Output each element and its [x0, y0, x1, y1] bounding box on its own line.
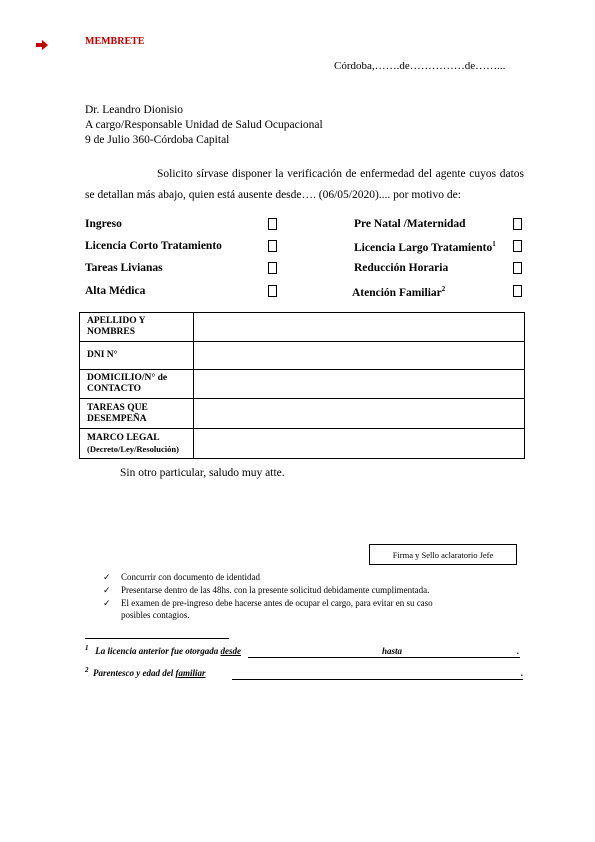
check-mark-icon: ✓	[103, 585, 111, 595]
recipient-name: Dr. Leandro Dionisio	[85, 104, 184, 116]
footnote-mark-1: 1	[492, 240, 496, 248]
footnote-2-end: .	[521, 668, 524, 678]
request-text: Solicito sírvase disponer la verificación de enfermedad del agente cuyos datos se detallan más abajo, quien está ausente desde…. (06/05/2020).... por motivo de:	[85, 168, 524, 201]
checklist-continuation: posibles contagios.	[121, 610, 190, 620]
checkbox-reduccion-horaria[interactable]	[513, 262, 522, 274]
footnote-1	[85, 644, 241, 656]
row-label-marco-legal	[80, 429, 194, 459]
agent-data-table	[79, 312, 525, 459]
request-paragraph	[85, 164, 524, 206]
checklist-item	[103, 585, 429, 596]
footnote-1-hasta: hasta	[382, 646, 403, 656]
footnote-1-mark: 1	[85, 644, 89, 652]
field-dni[interactable]	[194, 342, 525, 370]
option-atencion-familiar-label: Atención Familiar	[352, 286, 442, 299]
option-ingreso: Ingreso	[85, 218, 122, 230]
table-row	[80, 342, 525, 370]
footnote-1-text: La licencia anterior fue otorgada	[95, 646, 219, 656]
footnote-2-text: Parentesco y edad del	[93, 668, 174, 678]
footnote-2	[85, 666, 206, 678]
option-pre-natal: Pre Natal /Maternidad	[354, 218, 466, 230]
option-atencion-familiar	[352, 285, 445, 299]
footnote-1-end: .	[517, 646, 520, 656]
checkbox-pre-natal[interactable]	[513, 218, 522, 230]
row-label-apellido: APELLIDO Y NOMBRES	[80, 313, 194, 342]
footnote-separator	[85, 638, 229, 639]
footnote-1-underline	[248, 657, 520, 658]
checklist-text: Presentarse dentro de las 48hs. con la presente solicitud debidamente cumplimentada.	[121, 585, 430, 595]
table-row	[80, 429, 525, 459]
footnote-1-desde: desde	[220, 646, 241, 656]
row-label-dni: DNI N°	[80, 342, 194, 370]
footnote-2-mark: 2	[85, 666, 89, 674]
option-alta-medica: Alta Médica	[85, 285, 146, 297]
checklist-text: Concurrir con documento de identidad	[121, 572, 260, 582]
footnote-2-familiar: familiar	[175, 668, 206, 678]
date-line: Córdoba,…….de……………de……...	[334, 60, 506, 72]
table-row	[80, 313, 525, 342]
option-licencia-largo-label: Licencia Largo Tratamiento	[354, 241, 493, 254]
table-row	[80, 370, 525, 399]
field-domicilio[interactable]	[194, 370, 525, 399]
check-mark-icon: ✓	[103, 572, 111, 582]
closing-text: Sin otro particular, saludo muy atte.	[120, 467, 285, 479]
field-apellido[interactable]	[194, 313, 525, 342]
marco-legal-note: (Decreto/Ley/Resolución)	[87, 443, 179, 454]
option-reduccion-horaria: Reducción Horaria	[354, 262, 449, 274]
row-label-tareas: TAREAS QUE DESEMPEÑA	[80, 399, 194, 429]
marco-legal-label: MARCO LEGAL	[87, 432, 160, 443]
checklist-item	[103, 572, 260, 583]
recipient-address: 9 de Julio 360-Córdoba Capital	[85, 134, 230, 146]
checkbox-ingreso[interactable]	[268, 218, 277, 230]
signature-box[interactable]: Firma y Sello aclaratorio Jefe	[369, 544, 517, 565]
table-row	[80, 399, 525, 429]
checkbox-licencia-largo[interactable]	[513, 240, 522, 252]
red-arrow-icon	[36, 40, 48, 50]
checkbox-tareas-livianas[interactable]	[268, 262, 277, 274]
footnote-mark-2: 2	[441, 285, 446, 293]
checklist-text: El examen de pre-ingreso debe hacerse antes de ocupar el cargo, para evitar en su caso	[121, 598, 433, 608]
checkbox-atencion-familiar[interactable]	[513, 285, 522, 297]
recipient-block	[85, 103, 323, 148]
row-label-domicilio: DOMICILIO/N° de CONTACTO	[80, 370, 194, 399]
checkbox-licencia-corto[interactable]	[268, 240, 277, 252]
option-licencia-largo	[354, 240, 496, 254]
footnote-2-underline	[232, 679, 523, 680]
option-licencia-corto: Licencia Corto Tratamiento	[85, 240, 222, 252]
check-mark-icon: ✓	[103, 598, 111, 608]
field-marco-legal[interactable]	[194, 429, 525, 459]
field-tareas[interactable]	[194, 399, 525, 429]
option-tareas-livianas: Tareas Livianas	[85, 262, 163, 274]
membrete-label: MEMBRETE	[85, 36, 145, 47]
checkbox-alta-medica[interactable]	[268, 285, 277, 297]
checklist-item	[103, 598, 433, 609]
recipient-role: A cargo/Responsable Unidad de Salud Ocupacional	[85, 119, 323, 131]
